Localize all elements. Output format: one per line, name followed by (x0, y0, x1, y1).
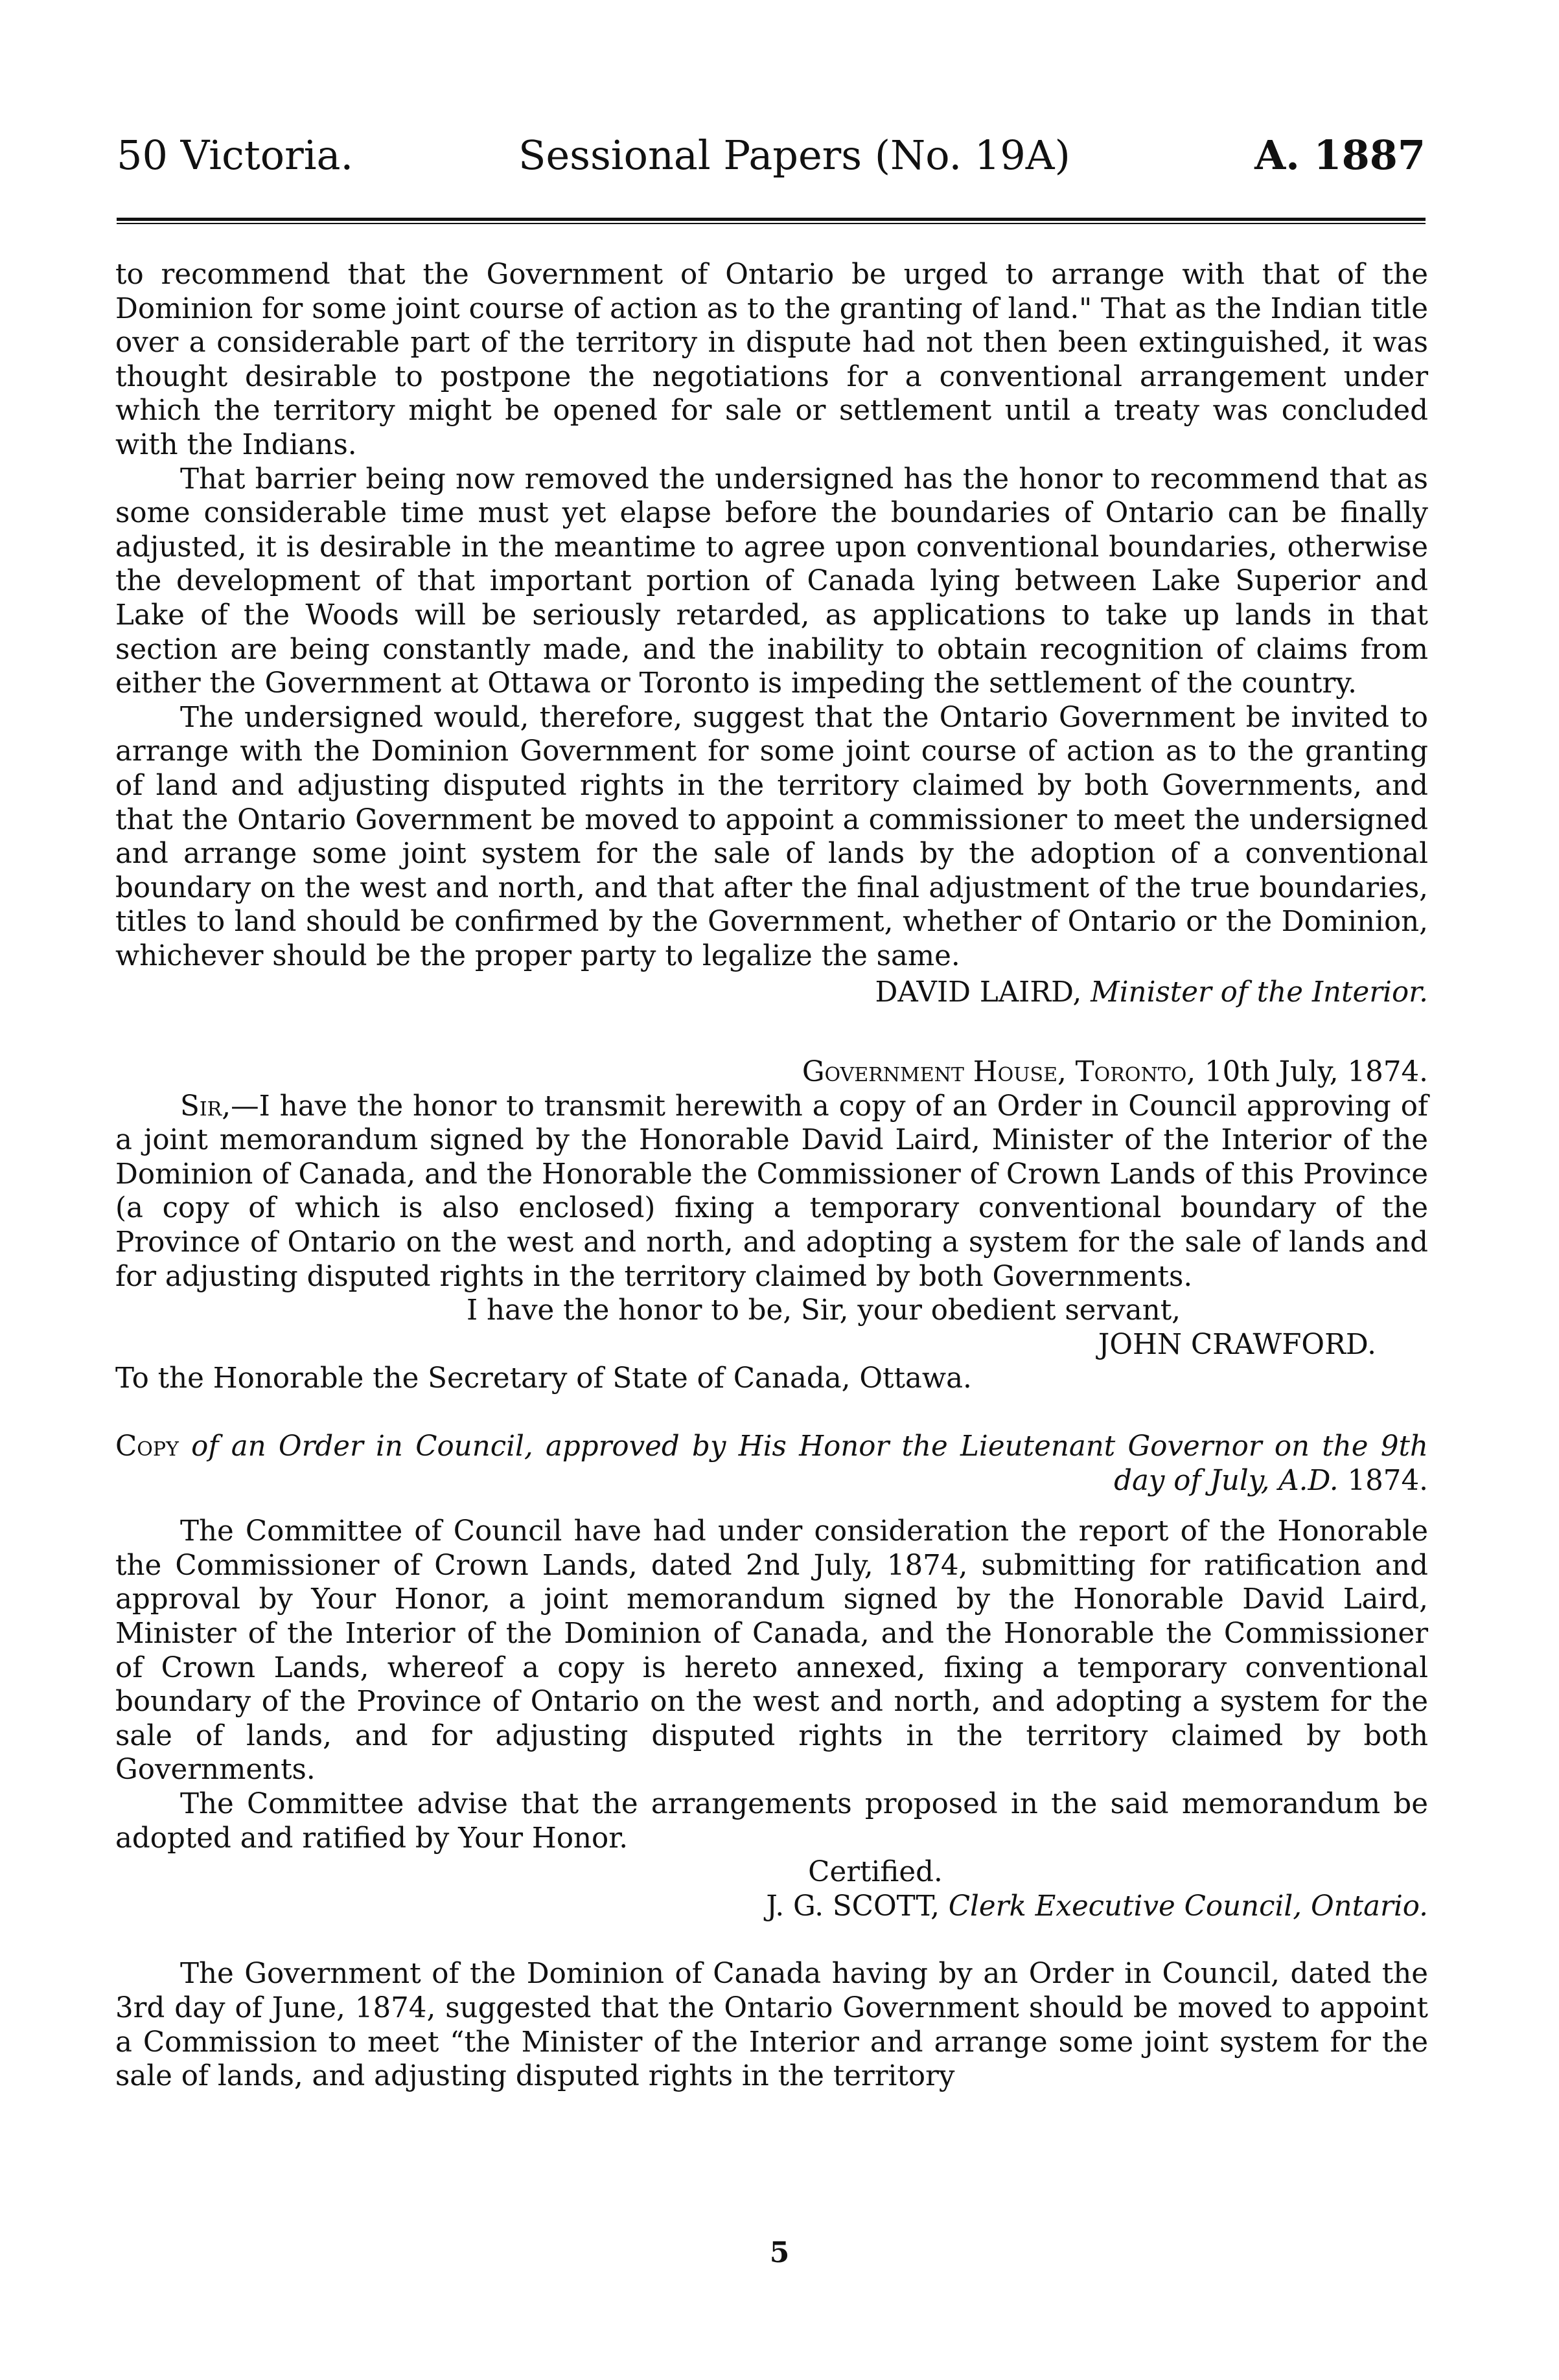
running-header (117, 130, 1426, 181)
addressee-line: To the Honorable the Secretary of State of Canada, Ottawa. (115, 1362, 972, 1395)
salutation: Sir, (180, 1090, 231, 1123)
paragraph-committee-report: The Committee of Council have had under consideration the report of the Honorable the Commissioner of Crown Lands, dated 2nd July, 1874, submitting for ratification and approval by Your Honor, a joint memorandum signed by the Honorable David Laird, Minister of the Interior of the Dominion of Canada, and the Honorable the Commissioner of Crown Lands, whereof a copy is hereto annexed, fixing a temporary conventional boundary of the Province of Ontario on the west and north, and adopting a system for the sale of lands, and for adjusting disputed rights in the territory claimed by both Governments. (115, 1515, 1428, 1787)
header-year: A. 1887 (1254, 132, 1426, 179)
letter-dateline (115, 1055, 1428, 1090)
document-body (115, 258, 1428, 2094)
paragraph-committee-advise: The Committee advise that the arrangements proposed in the said memorandum be adopted and ratified by Your Honor. (115, 1787, 1428, 1855)
laird-signature (115, 976, 1428, 1010)
transmit-text: —I have the honor to transmit herewith a copy of an Order in Council approving of a joint memorandum signed by the Honorable David Laird, Minister of the Interior of the Dominion of Canada, and the Honorable the Commissioner of Crown Lands of this Province (a copy of which is also enclosed) fixing a temporary conventional boundary of the Province of Ontario on the west and north, and adopting a system for the sale of lands and for adjusting disputed rights in the territory claimed by both Governments. (115, 1090, 1428, 1293)
spacer (115, 1396, 1428, 1430)
laird-name: DAVID LAIRD, (875, 976, 1082, 1009)
certified-line: Certified. (808, 1856, 943, 1889)
letter-date: 10th July, 1874. (1204, 1056, 1428, 1089)
copy-label: Copy (115, 1430, 179, 1463)
page-number: 5 (769, 2236, 790, 2269)
paragraph-transmit (115, 1090, 1428, 1294)
copy-heading-year: 1874. (1347, 1464, 1428, 1497)
government-house-line: Government House, Toronto, (802, 1056, 1196, 1089)
spacer (115, 1010, 1428, 1055)
header-rule-thick (117, 218, 1426, 221)
paragraph-barrier: That barrier being now removed the undersigned has the honor to recommend that as some considerable time must yet elapse before the boundaries of Ontario can be finally adjusted, it is desirable in the meantime to agree upon conventional boundaries, otherwise the development of that important portion of Canada lying between Lake Superior and Lake of the Woods will be seriously retarded, as applications to take up lands in that section are being constantly made, and the inability to obtain recognition of claims from either the Government at Ottawa or Toronto is impeding the settlement of the country. (115, 463, 1428, 700)
laird-title: Minister of the Interior. (1091, 976, 1428, 1009)
paragraph-suggestion: The undersigned would, therefore, suggest that the Ontario Government be invited to arrange with the Dominion Government for some joint course of action as to the granting of land and adjusting disputed rights in the territory claimed by both Governments, and that the Ontario Government be moved to appoint a commissioner to meet the undersigned and arrange some joint system for the sale of lands by the adoption of a conventional boundary on the west and north, and that after the final adjustment of the true boundaries, titles to land should be confirmed by the Government, whether of Ontario or the Dominion, whichever should be the proper party to legalize the same. (115, 701, 1428, 972)
header-rule-thin (117, 223, 1426, 224)
crawford-signature: JOHN CRAWFORD. (1098, 1328, 1376, 1361)
header-title: Sessional Papers (No. 19A) (518, 132, 1070, 179)
scott-name: J. G. SCOTT, (766, 1890, 940, 1923)
paragraph-dominion-order: The Government of the Dominion of Canada having by an Order in Council, dated the 3rd day of June, 1874, suggested that the Ontario Government should be moved to appoint a Commission to meet “the Minister of the Interior and arrange some joint system for the sale of lands, and adjusting disputed rights in the territory (115, 1958, 1428, 2093)
paragraph-continuation: to recommend that the Government of Ontario be urged to arrange with that of the Dominion for some joint course of action as to the granting of land." That as the Indian title over a considerable part of the territory in dispute had not then been extinguished, it was thought desirable to postpone the negotiations for a conventional arrangement under which the territory might be opened for sale or settlement until a treaty was concluded with the Indians. (115, 258, 1428, 461)
copy-heading-text: of an Order in Council, approved by His Honor the Lieutenant Governor on the 9th day of July, A.D. (191, 1430, 1428, 1497)
header-session: 50 Victoria. (117, 132, 354, 179)
scott-signature (115, 1890, 1428, 1924)
scott-title: Clerk Executive Council, Ontario. (948, 1890, 1428, 1923)
spacer (115, 1498, 1428, 1515)
order-in-council-heading (115, 1430, 1428, 1498)
closing-line: I have the honor to be, Sir, your obedient servant, (466, 1294, 1181, 1327)
spacer (115, 1923, 1428, 1957)
